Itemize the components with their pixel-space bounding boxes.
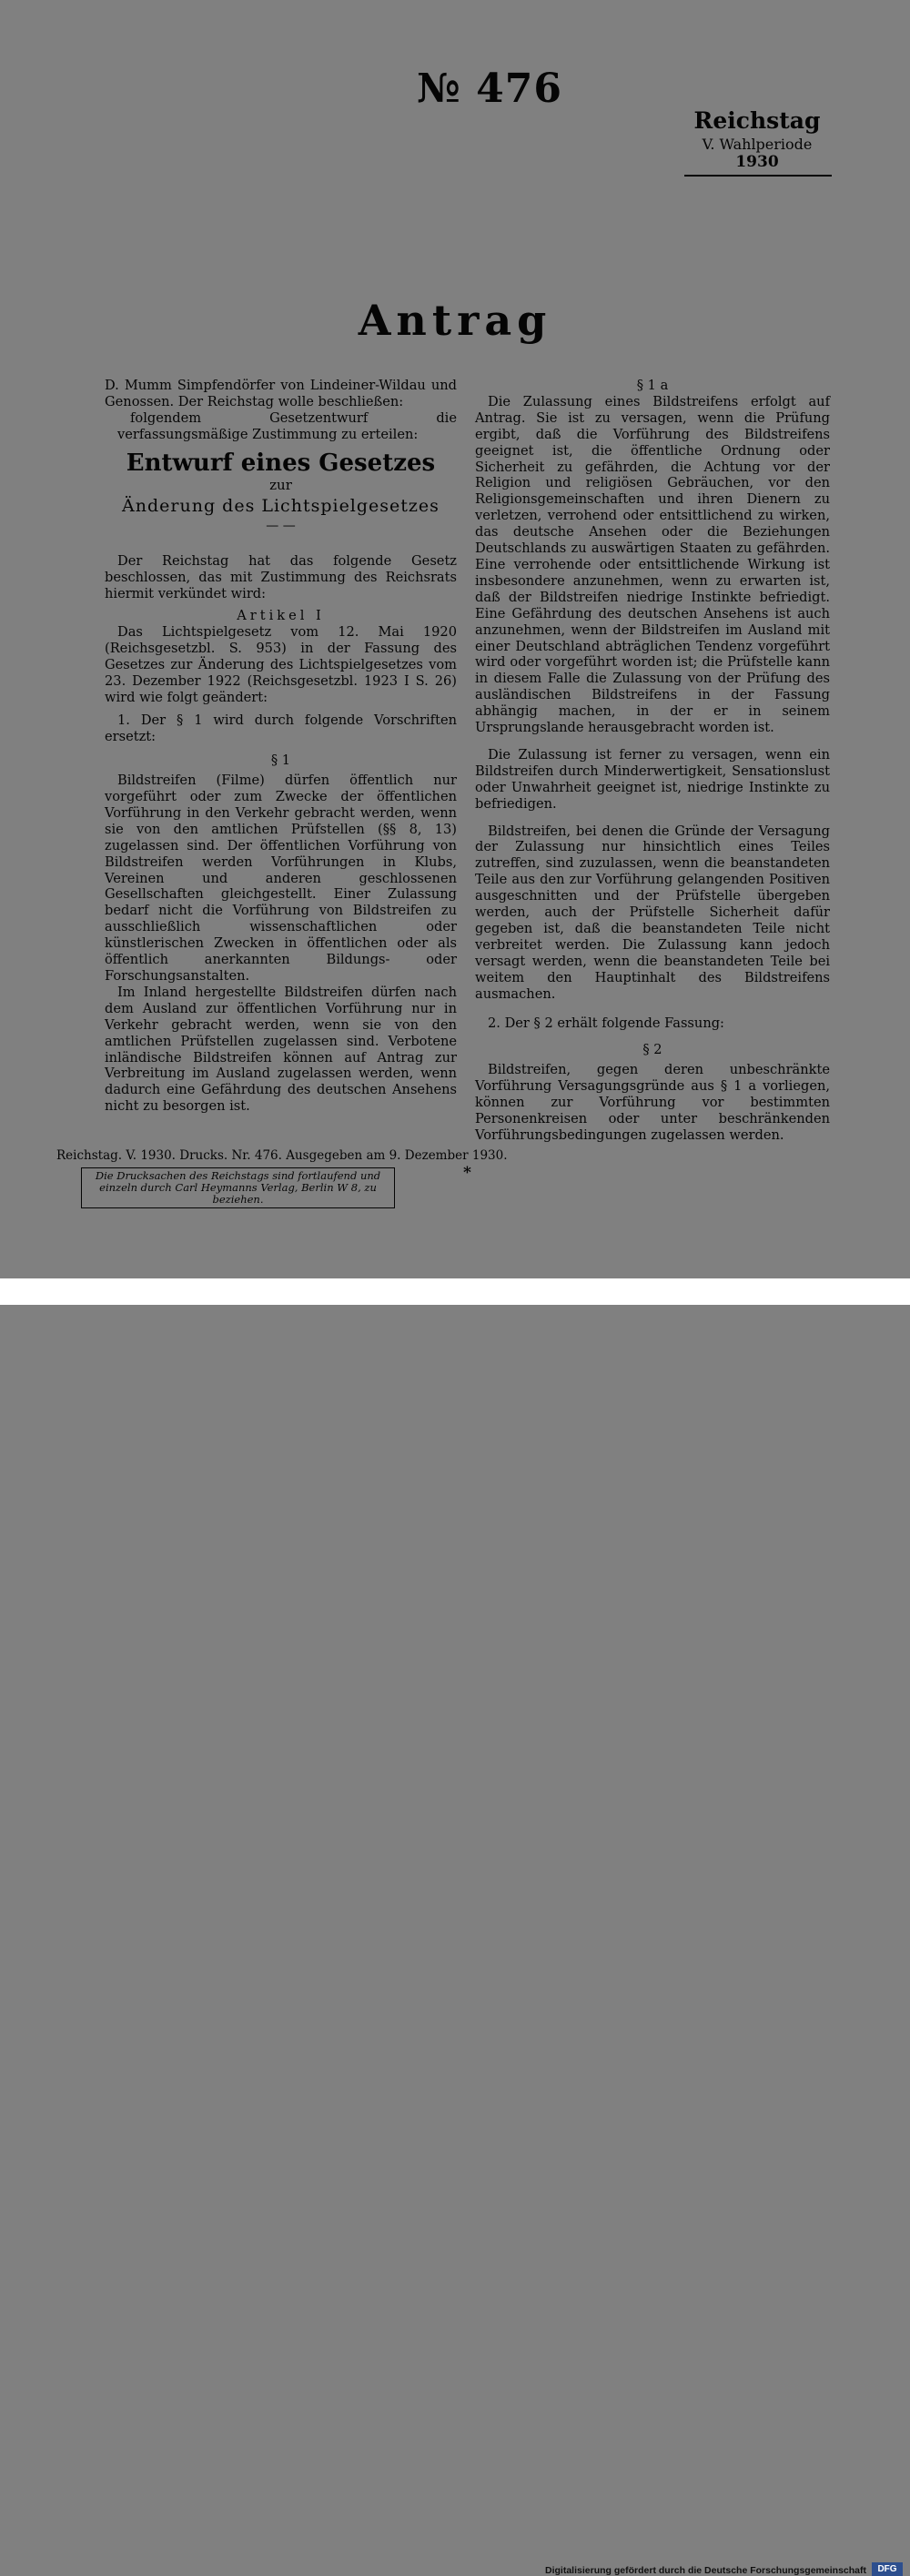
election-period: V. Wahlperiode <box>702 136 813 153</box>
left-column <box>105 378 457 1115</box>
motion-intro: D. Mumm Simpfendörfer von Lindeiner-Wildau und Genossen. Der Reichstag wolle beschließen: <box>105 378 457 409</box>
draft-subject: Änderung des Lichtspielgesetzes <box>122 496 440 517</box>
section-1a-para-3: Bildstreifen, bei denen die Gründe der Versagung der Zulassung nur hinsichtlich eines Teiles zutreffen, sind zuzulassen, wenn die beanstandeten Teile aus den zur Vorführung gelangenden Positiven ausgeschnitten und der Prüfstelle übergeben werden, auch der Prüfstelle Sicherheit dafür gegeben ist, daß die beanstandeten Teile nicht verbreitet werden. Die Zulassung kann jedoch versagt werden, wenn die beanstandeten Teile bei weitem den Hauptinhalt des Bildstreifens ausmachen. <box>475 823 830 1002</box>
print-info: Reichstag. V. 1930. Drucks. Nr. 476. Ausgegeben am 9. Dezember 1930. <box>56 1148 508 1163</box>
article-heading: Artikel I <box>237 607 325 623</box>
section-1a-heading: § 1 a <box>636 378 669 393</box>
right-column <box>475 378 830 1144</box>
reichstag-header <box>684 107 830 177</box>
item-2: 2. Der § 2 erhält folgende Fassung: <box>488 1015 724 1031</box>
item-1: 1. Der § 1 wird durch folgende Vorschriften ersetzt: <box>105 712 457 745</box>
section-1a-para-2: Die Zulassung ist ferner zu versagen, wenn ein Bildstreifen durch Minderwertigkeit, Sensationslust oder Unwahrheit geeignet ist, niedrige Instinkte zu befriedigen. <box>475 746 830 812</box>
section-1-para-2: Im Inland hergestellte Bildstreifen dürfen nach dem Ausland zur öffentlichen Vorführung nur in Verkehr gebracht werden, wenn sie von den amtlichen Prüfstellen zugelassen sind. Verbotene inländische Bildstreifen können auf Antrag zur Verbreitung im Ausland zugelassen werden, wenn dadurch eine Gefährdung des deutschen Ansehens nicht zu besorgen ist. <box>105 984 457 1115</box>
enactment-clause: Der Reichstag hat das folgende Gesetz beschlossen, das mit Zustimmung des Reichsrats hiermit verkündet wird: <box>105 553 457 602</box>
draft-heading: Entwurf eines Gesetzes <box>126 449 436 477</box>
article-text: Das Lichtspielgesetz vom 12. Mai 1920 (Reichsgesetzbl. S. 953) in der Fassung des Gesetzes zur Änderung des Lichtspielgesetzes vom 23. Dezember 1922 (Reichsgesetzbl. 1923 I S. 26) wird wie folgt geändert: <box>105 623 457 705</box>
funding-credit: Digitalisierung gefördert durch die Deutsche Forschungsgemeinschaft <box>545 2565 866 2576</box>
dfg-logo-icon: DFG <box>872 2562 903 2576</box>
draft-zur: zur <box>269 476 292 493</box>
header-rule <box>684 175 832 177</box>
section-2-heading: § 2 <box>642 1042 662 1058</box>
parliament-name: Reichstag <box>693 107 821 134</box>
credit-bar <box>0 1278 910 2576</box>
motion-request: folgendem Gesetzentwurf die verfassungsmäßige Zustimmung zu erteilen: <box>117 409 457 442</box>
document-number: № 476 <box>417 66 562 112</box>
document-page <box>0 0 910 1278</box>
footer-star: * <box>463 1164 471 1182</box>
section-1a-para-1: Die Zulassung eines Bildstreifens erfolgt auf Antrag. Sie ist zu versagen, wenn die Prüfung ergibt, daß die Vorführung des Bildstreifens geeignet ist, die öffentliche Ordnung oder Sicherheit zu gefährden, die Achtung vor der Religion und religiösen Gebräuchen, vor den Religionsgemeinschaften und ihren Dienern zu verletzen, verrohend oder entsittlichend zu wirken, das deutsche Ansehen oder die Beziehungen Deutschlands zu auswärtigen Staaten zu gefährden. Eine verrohende oder entsittlichende Wirkung ist insbesondere anzunehmen, wenn zu erwarten ist, daß der Bildstreifen niedrige Instinkte befriedigt. Eine Gefährdung des deutschen Ansehens ist auch anzunehmen, wenn der Bildstreifen im Ausland mit einer Deutschland abträglichen Tendenz vorgeführt wird oder vorgeführt worden ist; die Prüfstelle kann in diesem Falle die Zulassung von der Prüfung des ausländischen Bildstreifens in der Fassung abhängig machen, in der er in seinem Ursprungslande herausgebracht worden ist. <box>475 393 830 736</box>
header-year: 1930 <box>735 153 779 171</box>
separator-dash: — — <box>266 519 296 534</box>
section-1-heading: § 1 <box>270 753 291 769</box>
distribution-notice: Die Drucksachen des Reichstags sind fortlaufend und einzeln durch Carl Heymanns Verlag, Berlin W 8, zu beziehen. <box>81 1167 395 1208</box>
section-2-text: Bildstreifen, gegen deren unbeschränkte Vorführung Versagungsgründe aus § 1 a vorliegen, können zur Vorführung vor bestimmten Personenkreisen oder unter beschränkenden Vorführungsbedingungen zugelassen werden. <box>475 1062 830 1143</box>
section-1-para-1: Bildstreifen (Filme) dürfen öffentlich nur vorgeführt oder zum Zwecke der öffentlichen Vorführung in den Verkehr gebracht werden, wenn sie von den amtlichen Prüfstellen (§§ 8, 13) zugelassen sind. Der öffentlichen Vorführung von Bildstreifen werden Vorführungen in Klubs, Vereinen und anderen geschlossenen Gesellschaften gleichgestellt. Einer Zulassung bedarf nicht die Vorführung von Bildstreifen zu ausschließlich wissenschaftlichen oder künstlerischen Zwecken in öffentlichen oder als öffentlich anerkannten Bildungs- oder Forschungsanstalten. <box>105 773 457 984</box>
document-title: Antrag <box>358 296 552 345</box>
